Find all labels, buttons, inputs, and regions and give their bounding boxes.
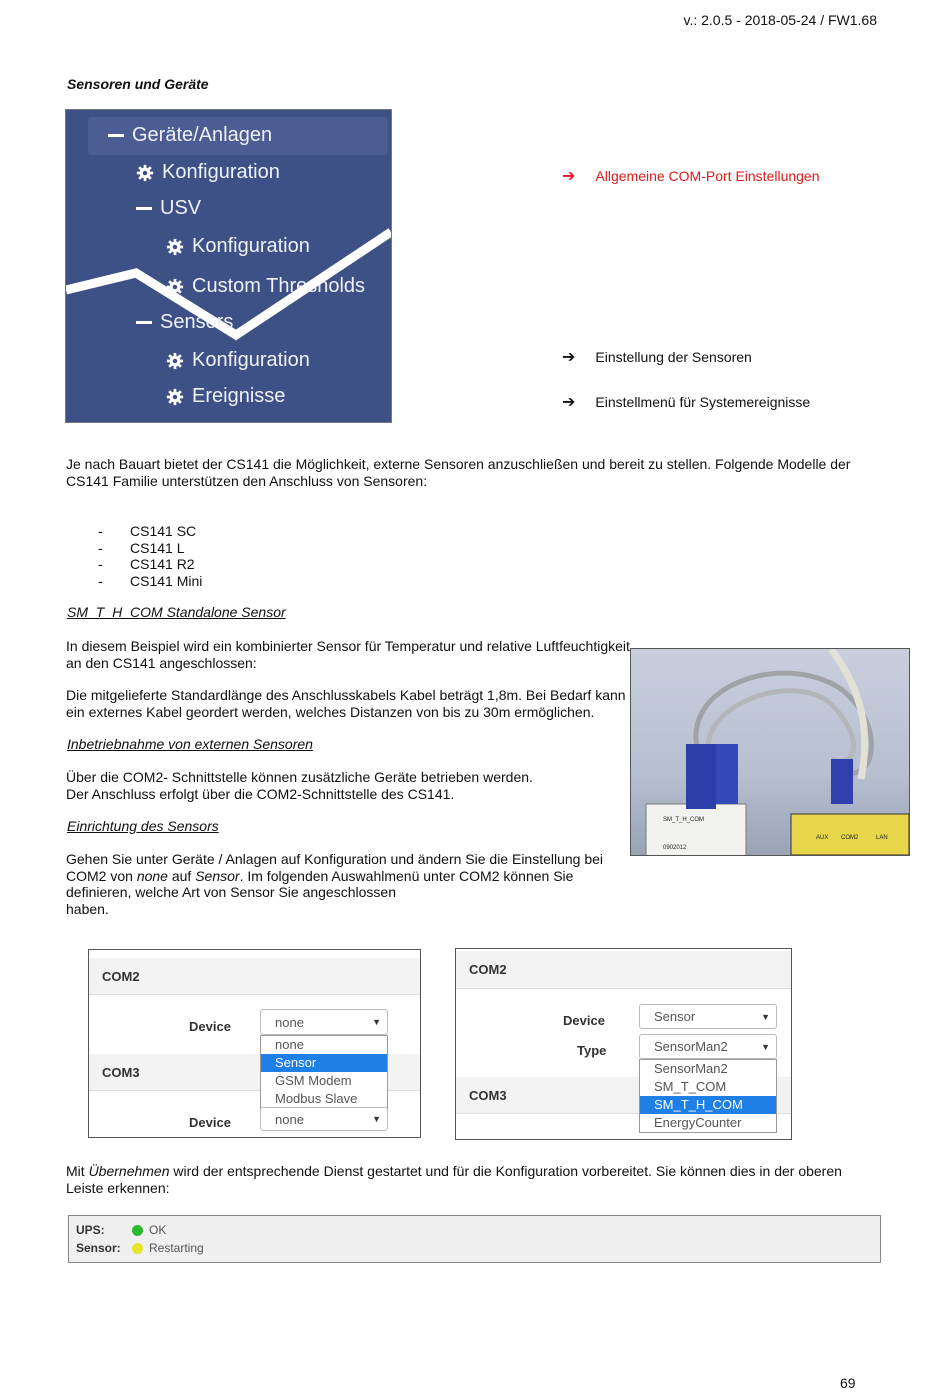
page-number: 69 [840, 1375, 856, 1391]
list-item-label: CS141 R2 [130, 556, 195, 572]
annotation-systemereignisse [562, 392, 810, 412]
sensor-photo [630, 648, 910, 856]
annotation-text: Allgemeine COM-Port Einstellungen [595, 168, 820, 184]
dropdown-option-selected[interactable]: SM_T_H_COM [640, 1096, 776, 1114]
list-item: - CS141 L [98, 539, 185, 556]
cable-illustration [631, 649, 909, 855]
sm-heading: SM_T_H_COM Standalone Sensor [67, 604, 286, 620]
inbetrieb-heading: Inbetriebnahme von externen Sensoren [67, 736, 313, 752]
device3-label: Device [189, 1115, 231, 1130]
text-line [66, 1163, 886, 1180]
intro-line: Je nach Bauart bietet der CS141 die Möglichkeit, externe Sensoren anzuschließen und bereit zu stellen. Folgende Modelle der [66, 456, 851, 472]
port-label: AUX [816, 835, 829, 841]
text-span: wird der entsprechende Dienst gestartet und für die Konfiguration vorbereitet. Sie können dies in der oberen [169, 1163, 842, 1179]
device-dropdown [260, 1035, 388, 1109]
intro-line: CS141 Familie unterstützen den Anschluss von Sensoren: [66, 472, 428, 489]
chevron-down-icon: ▼ [761, 1041, 770, 1052]
annotation-sensoren [562, 347, 752, 367]
list-item: - CS141 SC [98, 523, 197, 539]
text-line: Gehen Sie unter Geräte / Anlagen auf Konfiguration und ändern Sie die Einstellung bei [66, 851, 604, 867]
photo-label: SM_T_H_COM [663, 817, 705, 823]
menu-item-label: Sensors [160, 311, 234, 333]
menu-item-sensors[interactable] [136, 311, 233, 334]
dropdown-option[interactable]: SM_T_COM [654, 1079, 727, 1094]
port-label: COM2 [841, 835, 859, 841]
menu-item-label: Konfiguration [192, 235, 310, 257]
chevron-down-icon: ▼ [372, 1017, 381, 1027]
intro-paragraph [66, 456, 886, 489]
com-right-screenshot [455, 948, 792, 1140]
text-line: definieren, welche Art von Sensor Sie angeschlossen [66, 884, 396, 900]
status-bar [68, 1215, 881, 1263]
status-key: Sensor: [76, 1241, 121, 1255]
cut-marker [66, 110, 391, 422]
text-span: . Im folgenden Auswahlmenü unter COM2 können Sie [239, 867, 574, 884]
annotation-com-port [562, 166, 820, 186]
text-line: haben. [66, 900, 109, 917]
section-title: Sensoren und Geräte [67, 76, 209, 92]
com-left-screenshot [88, 949, 421, 1138]
photo-code: 0902012 [663, 845, 687, 851]
list-item-label: CS141 Mini [130, 572, 203, 589]
select-value: SensorMan2 [654, 1039, 728, 1054]
dropdown-option[interactable]: SensorMan2 [654, 1061, 728, 1076]
com2-header: COM2 [89, 958, 420, 995]
text-span: COM2 von [66, 867, 137, 884]
chevron-down-icon: ▼ [372, 1114, 381, 1124]
text-line: an den CS141 angeschlossen: [66, 654, 257, 671]
arrow-right-icon: ➔ [562, 168, 576, 185]
ubernehmen-paragraph [66, 1163, 886, 1196]
dropdown-option[interactable]: Modbus Slave [275, 1091, 358, 1106]
dropdown-option[interactable]: EnergyCounter [654, 1115, 742, 1130]
annotation-text: Einstellung der Sensoren [595, 349, 752, 365]
device3-select[interactable] [260, 1107, 388, 1131]
list-item: - CS141 R2 [98, 556, 195, 572]
menu-item-label: Custom Thresholds [192, 275, 366, 297]
chevron-down-icon: ▼ [761, 1011, 770, 1022]
text-span: none [136, 867, 168, 884]
menu-item-label: Geräte/Anlagen [132, 124, 273, 146]
status-value: Restarting [149, 1241, 204, 1255]
dropdown-option[interactable]: GSM Modem [275, 1073, 352, 1088]
status-ok-icon [132, 1225, 143, 1236]
einrichtung-paragraph [66, 851, 626, 917]
sm-paragraph [66, 638, 646, 720]
select-value: none [275, 1014, 304, 1030]
status-key: UPS: [76, 1223, 105, 1237]
device-label: Device [563, 1013, 605, 1028]
list-item: - CS141 Mini [98, 572, 203, 589]
text-line: Leiste erkennen: [66, 1179, 170, 1196]
arrow-right-icon: ➔ [562, 394, 576, 411]
com2-header: COM2 [456, 951, 791, 989]
type-dropdown [639, 1059, 777, 1133]
text-span: Übernehmen [88, 1163, 170, 1179]
com3-header: COM3 [89, 1054, 420, 1091]
text-line: In diesem Beispiel wird ein kombinierter Sensor für Temperatur und relative Luftfeuchtigkeit [66, 638, 630, 654]
menu-item-label: USV [160, 197, 202, 219]
text-span: Sensor [195, 867, 240, 884]
text-span: Mit [66, 1163, 89, 1179]
dropdown-option-selected[interactable]: Sensor [261, 1054, 387, 1072]
status-warning-icon [132, 1243, 143, 1254]
text-line: Die mitgelieferte Standardlänge des Anschlusskabels Kabel beträgt 1,8m. Bei Bedarf kann [66, 687, 626, 703]
select-value: Sensor [654, 1009, 696, 1024]
menu-item-label: Ereignisse [192, 385, 286, 407]
einrichtung-heading: Einrichtung des Sensors [67, 818, 219, 834]
port-label: LAN [876, 835, 888, 841]
text-line [66, 868, 626, 885]
arrow-right-icon: ➔ [562, 349, 576, 366]
select-value: none [275, 1111, 304, 1127]
menu-item-ereignisse[interactable] [166, 385, 285, 408]
model-list [98, 523, 202, 589]
list-item-label: CS141 SC [130, 523, 197, 539]
text-line: Der Anschluss erfolgt über die COM2-Schnittstelle des CS141. [66, 785, 455, 802]
device-label: Device [189, 1019, 231, 1034]
device-select[interactable] [639, 1004, 777, 1029]
gear-icon [166, 352, 184, 370]
collapse-icon [136, 321, 152, 324]
type-select[interactable] [639, 1034, 777, 1059]
type-label: Type [577, 1043, 607, 1058]
com3-header: COM3 [456, 1077, 791, 1114]
menu-item-label: Konfiguration [162, 161, 280, 183]
text-line: ein externes Kabel geordert werden, welches Distanzen von bis zu 30m ermöglichen. [66, 703, 595, 720]
annotation-text: Einstellmenü für Systemereignisse [595, 394, 811, 410]
dropdown-option[interactable]: none [275, 1037, 304, 1052]
list-item-label: CS141 L [130, 539, 185, 556]
text-line: Über die COM2- Schnittstelle können zusätzliche Geräte betrieben werden. [66, 769, 533, 785]
inbetrieb-paragraph [66, 769, 626, 802]
ups-status [76, 1223, 166, 1237]
status-value: OK [149, 1223, 167, 1237]
version-header: v.: 2.0.5 - 2018-05-24 / FW1.68 [683, 12, 877, 28]
device-select[interactable] [260, 1009, 388, 1035]
menu-item-label: Konfiguration [192, 349, 310, 371]
menu-item-sensors-konfiguration[interactable] [166, 349, 310, 372]
menu-screenshot [65, 109, 392, 423]
sensor-status [76, 1241, 204, 1255]
gear-icon [166, 388, 184, 406]
text-span: auf [167, 867, 196, 884]
